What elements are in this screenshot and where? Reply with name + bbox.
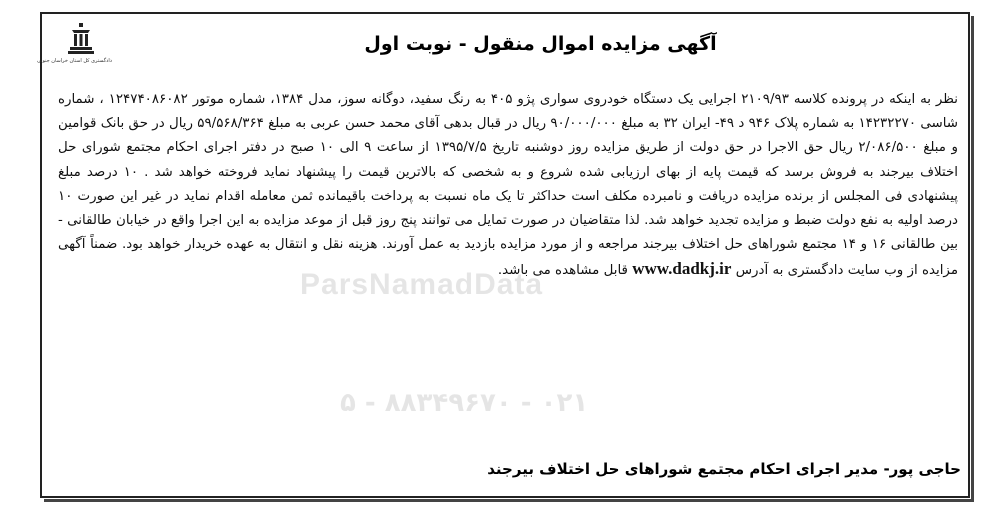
logo-caption: دادگستری کل استان خراسان جنوبی: [36, 58, 112, 64]
notice-body: [58, 88, 958, 284]
body-main-text: نظر به اینکه در پرونده کلاسه ۲۱۰۹/۹۳ اجرایی یک دستگاه خودروی سواری پژو ۴۰۵ به رنگ سفید، دوگانه سوز، مدل ۱۳۸۴، شماره موتور ۱۲۴۷۴۰۸۶۰۸۲ ، شماره شاسی ۱۴۲۳۲۲۷۰ به شماره پلاک ۹۴۶ د ۴۹- ایران ۳۲ به مبلغ ۹۰/۰۰۰/۰۰۰ ریال در قبال بدهی آقای محمد حسن عربی به مبلغ ۵۹/۵۶۸/۳۶۴ ریال در حق بانک قوامین و مبلغ ۲/۰۸۶/۵۰۰ ریال حق الاجرا در حق دولت از طریق مزایده روز دوشنبه تاریخ ۱۳۹۵/۷/۵ از ساعت ۹ الی ۱۰ صبح در دفتر اجرای احکام مجتمع شورای حل اختلاف بیرجند به فروش برسد که قیمت پایه از بهای ارزیابی شده شروع و به شخصی که بالاترین قیمت را پیشنهاد نماید فروخته خواهد شد . ۱۰ درصد مبلغ پیشنهادی فی المجلس از برنده مزایده دریافت و نامبرده مکلف است حداکثر تا یک ماه نسبت به پرداخت باقیمانده ثمن معامله اقدام نماید در غیر این صورت ۱۰ درصد اولیه به نفع دولت ضبط و مزایده تجدید خواهد شد. لذا متقاضیان در صورت تمایل می توانند پنج روز قبل از موعد مزایده به این اجرا واقع در خیابان طالقانی - بین طالقانی ۱۶ و ۱۴ مجتمع شوراهای حل اختلاف بیرجند مراجعه و از مورد مزایده بازدید به عمل آورند. هزینه نقل و انتقال به عهده خریدار خواهد بود. ضمناً آگهی مزایده از وب سایت دادگستری به آدرس: [58, 92, 959, 279]
website-link[interactable]: www.dadkj.ir: [632, 259, 732, 279]
notice-paragraph: [58, 88, 958, 284]
judiciary-emblem-icon: [66, 22, 96, 56]
signature-line: حاجی پور- مدیر اجرای احکام مجتمع شوراهای حل اختلاف بیرجند: [487, 460, 961, 478]
judiciary-logo: [36, 22, 112, 74]
notice-title: آگهی مزایده اموال منقول - نوبت اول: [364, 33, 717, 55]
body-end-text: قابل مشاهده می باشد.: [497, 263, 628, 279]
